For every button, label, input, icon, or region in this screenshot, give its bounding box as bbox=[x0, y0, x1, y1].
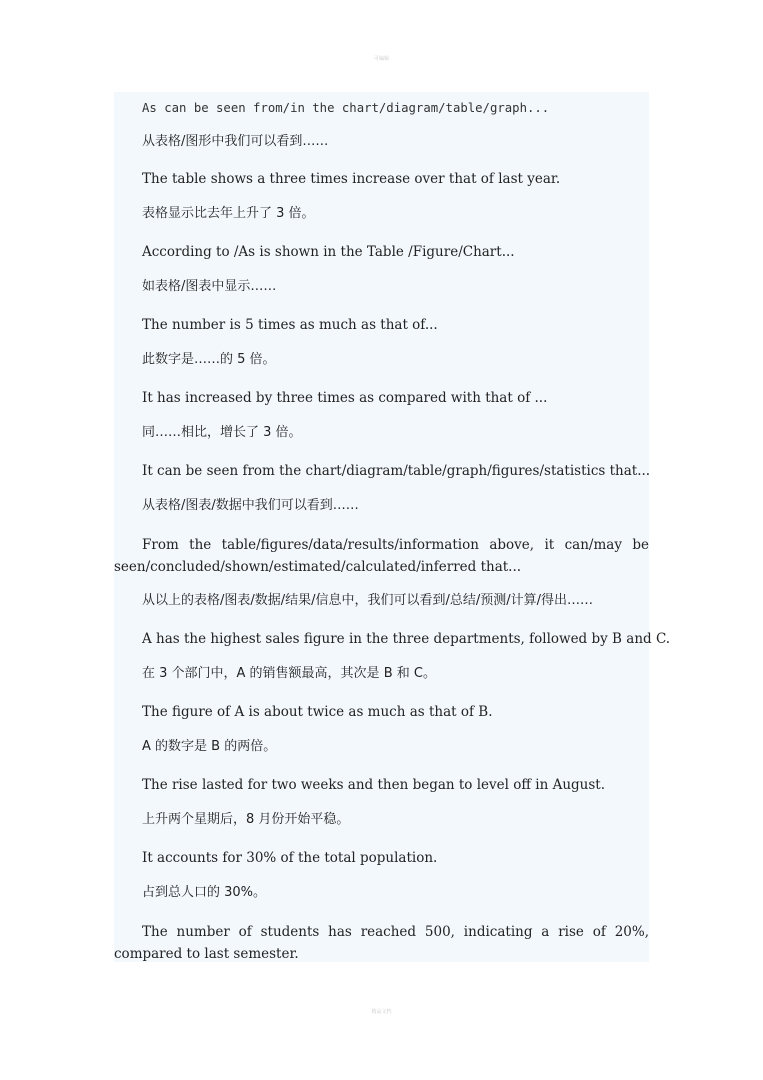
text-line: According to /As is shown in the Table /Figure/Chart... bbox=[142, 244, 515, 260]
text-line: A has the highest sales figure in the three departments, followed by B and C. bbox=[142, 631, 671, 647]
text-line: 在 3 个部门中，A 的销售额最高，其次是 B 和 C。 bbox=[142, 666, 436, 681]
text-line: 占到总人口的 30%。 bbox=[142, 885, 267, 900]
text-line: A 的数字是 B 的两倍。 bbox=[142, 739, 277, 754]
text-line: It has increased by three times as compared with that of ... bbox=[142, 390, 548, 406]
text-line: 同……相比，增长了 3 倍。 bbox=[142, 425, 302, 440]
text-line: 此数字是……的 5 倍。 bbox=[142, 352, 276, 367]
text-line: The table shows a three times increase over that of last year. bbox=[142, 171, 561, 187]
text-line: 从表格/图表/数据中我们可以看到…… bbox=[142, 498, 359, 513]
text-line: The number is 5 times as much as that of... bbox=[142, 317, 438, 333]
header-watermark: 可编辑 bbox=[373, 56, 389, 62]
text-line: 从表格/图形中我们可以看到…… bbox=[142, 134, 329, 149]
text-line: It can be seen from the chart/diagram/table/graph/figures/statistics that... bbox=[142, 463, 651, 479]
text-line: 如表格/图表中显示…… bbox=[142, 279, 277, 294]
text-line: 上升两个星期后，8 月份开始平稳。 bbox=[142, 812, 350, 827]
text-line: As can be seen from/in the chart/diagram/table/graph... bbox=[142, 101, 550, 115]
text-paragraph: The number of students has reached 500, indicating a rise of 20%, compared to last semester. bbox=[114, 924, 649, 962]
text-line: The figure of A is about twice as much as that of B. bbox=[142, 704, 493, 720]
text-line: The rise lasted for two weeks and then began to level off in August. bbox=[142, 777, 605, 793]
text-line: 表格显示比去年上升了 3 倍。 bbox=[142, 206, 315, 221]
text-line: It accounts for 30% of the total population. bbox=[142, 850, 438, 866]
text-line: 从以上的表格/图表/数据/结果/信息中，我们可以看到/总结/预测/计算/得出…… bbox=[142, 593, 594, 608]
text-paragraph: From the table/figures/data/results/information above, it can/may be seen/concluded/shown/estimated/calculated/inferred that... bbox=[114, 537, 649, 575]
footer-watermark: 精品文档 bbox=[371, 1009, 392, 1015]
document-body bbox=[114, 92, 671, 962]
